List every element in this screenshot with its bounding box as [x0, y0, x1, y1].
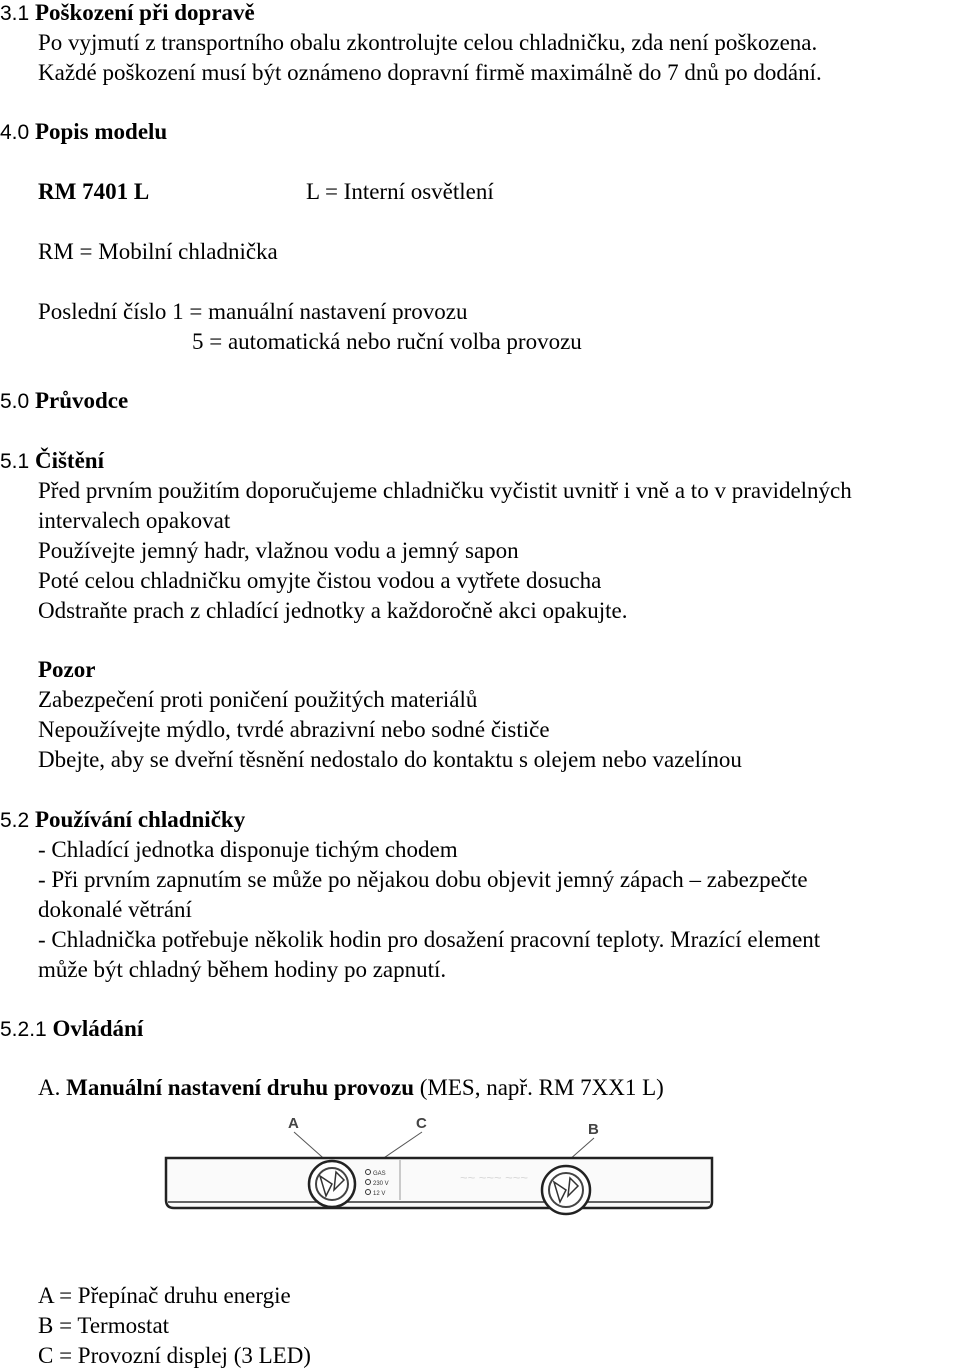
section-number: 5.2: [0, 809, 30, 832]
section-title: Průvodce: [34, 388, 129, 413]
energy-selector-knob: [309, 1161, 355, 1207]
subsection-note: (MES, např. RM 7XX1 L): [419, 1075, 664, 1100]
section-title: Čištění: [34, 448, 104, 473]
label-a: A: [288, 1115, 299, 1132]
legend-item-b: B = Termostat: [38, 1313, 170, 1338]
panel-faint-marking: ~~ ~~~ ~~~: [460, 1170, 528, 1185]
paragraph-line: - Chladnička potřebuje několik hodin pro dosažení pracovní teploty. Mrazící element: [38, 927, 821, 952]
subsection-title: Manuální nastavení druhu provozu: [66, 1075, 414, 1100]
last-digit-5: 5 = automatická nebo ruční volba provozu: [192, 329, 582, 354]
section-number: 3.1: [0, 2, 30, 25]
paragraph-line: Po vyjmutí z transportního obalu zkontrolujte celou chladničku, zda není poškozena.: [38, 30, 818, 55]
section-5-2-1-heading: [0, 1014, 143, 1045]
warning-line: Nepoužívejte mýdlo, tvrdé abrazivní nebo sodné čističe: [38, 717, 550, 742]
paragraph-line: Poté celou chladničku omyjte čistou vodou a vytřete dosucha: [38, 568, 602, 593]
legend-item-a: A = Přepínač druhu energie: [38, 1283, 291, 1308]
paragraph-line: dokonalé větrání: [38, 897, 192, 922]
led-label: 12 V: [373, 1191, 386, 1197]
section-number: 4.0: [0, 121, 30, 144]
section-title: Používání chladničky: [34, 807, 246, 832]
subsection-letter: A.: [38, 1075, 61, 1100]
last-digit-1: Poslední číslo 1 = manuální nastavení provozu: [38, 299, 468, 324]
warning-line: Zabezpečení proti poničení použitých materiálů: [38, 687, 478, 712]
paragraph-line: Používejte jemný hadr, vlažnou vodu a jemný sapon: [38, 538, 519, 563]
section-4-0-heading: [0, 117, 167, 148]
paragraph-line: může být chladný během hodiny po zapnutí.: [38, 957, 447, 982]
model-prefix-rm: RM = Mobilní chladnička: [38, 239, 278, 264]
section-title: Poškození při dopravě: [34, 0, 255, 25]
led-label: 230 V: [373, 1181, 389, 1187]
section-number: 5.1: [0, 450, 30, 473]
section-number: 5.0: [0, 390, 30, 413]
subsection-a-heading: [38, 1073, 664, 1103]
label-c: C: [416, 1115, 427, 1132]
paragraph-line: - Chladící jednotka disponuje tichým chodem: [38, 837, 458, 862]
led-label: GAS: [373, 1171, 386, 1177]
legend-item-c: C = Provozní displej (3 LED): [38, 1343, 311, 1368]
paragraph-line: - Při prvním zapnutím se může po nějakou dobu objevit jemný zápach – zabezpečte: [38, 867, 808, 892]
section-title: Ovládání: [52, 1016, 144, 1041]
section-5-0-heading: [0, 386, 128, 417]
model-suffix-l: L = Interní osvětlení: [306, 179, 494, 204]
paragraph-line: Před prvním použitím doporučujeme chladničku vyčistit uvnitř i vně a to v pravidelných: [38, 478, 852, 503]
model-name: RM 7401 L: [38, 179, 150, 204]
warning-line: Dbejte, aby se dveřní těsnění nedostalo do kontaktu s olejem nebo vazelínou: [38, 747, 742, 772]
section-number: 5.2.1: [0, 1018, 47, 1041]
paragraph-line: Každé poškození musí být oznámeno dopravní firmě maximálně do 7 dnů po dodání.: [38, 60, 822, 85]
paragraph-line: intervalech opakovat: [38, 508, 231, 533]
section-5-2-heading: [0, 805, 245, 836]
section-3-1-heading: [0, 0, 255, 29]
section-title: Popis modelu: [34, 119, 168, 144]
thermostat-knob: [542, 1166, 590, 1214]
panel-body: [166, 1158, 712, 1208]
control-panel-diagram: [160, 1110, 720, 1220]
label-b: B: [588, 1121, 599, 1138]
warning-title: Pozor: [38, 657, 96, 682]
section-5-1-heading: [0, 446, 104, 477]
paragraph-line: Odstraňte prach z chladící jednotky a každoročně akci opakujte.: [38, 598, 628, 623]
